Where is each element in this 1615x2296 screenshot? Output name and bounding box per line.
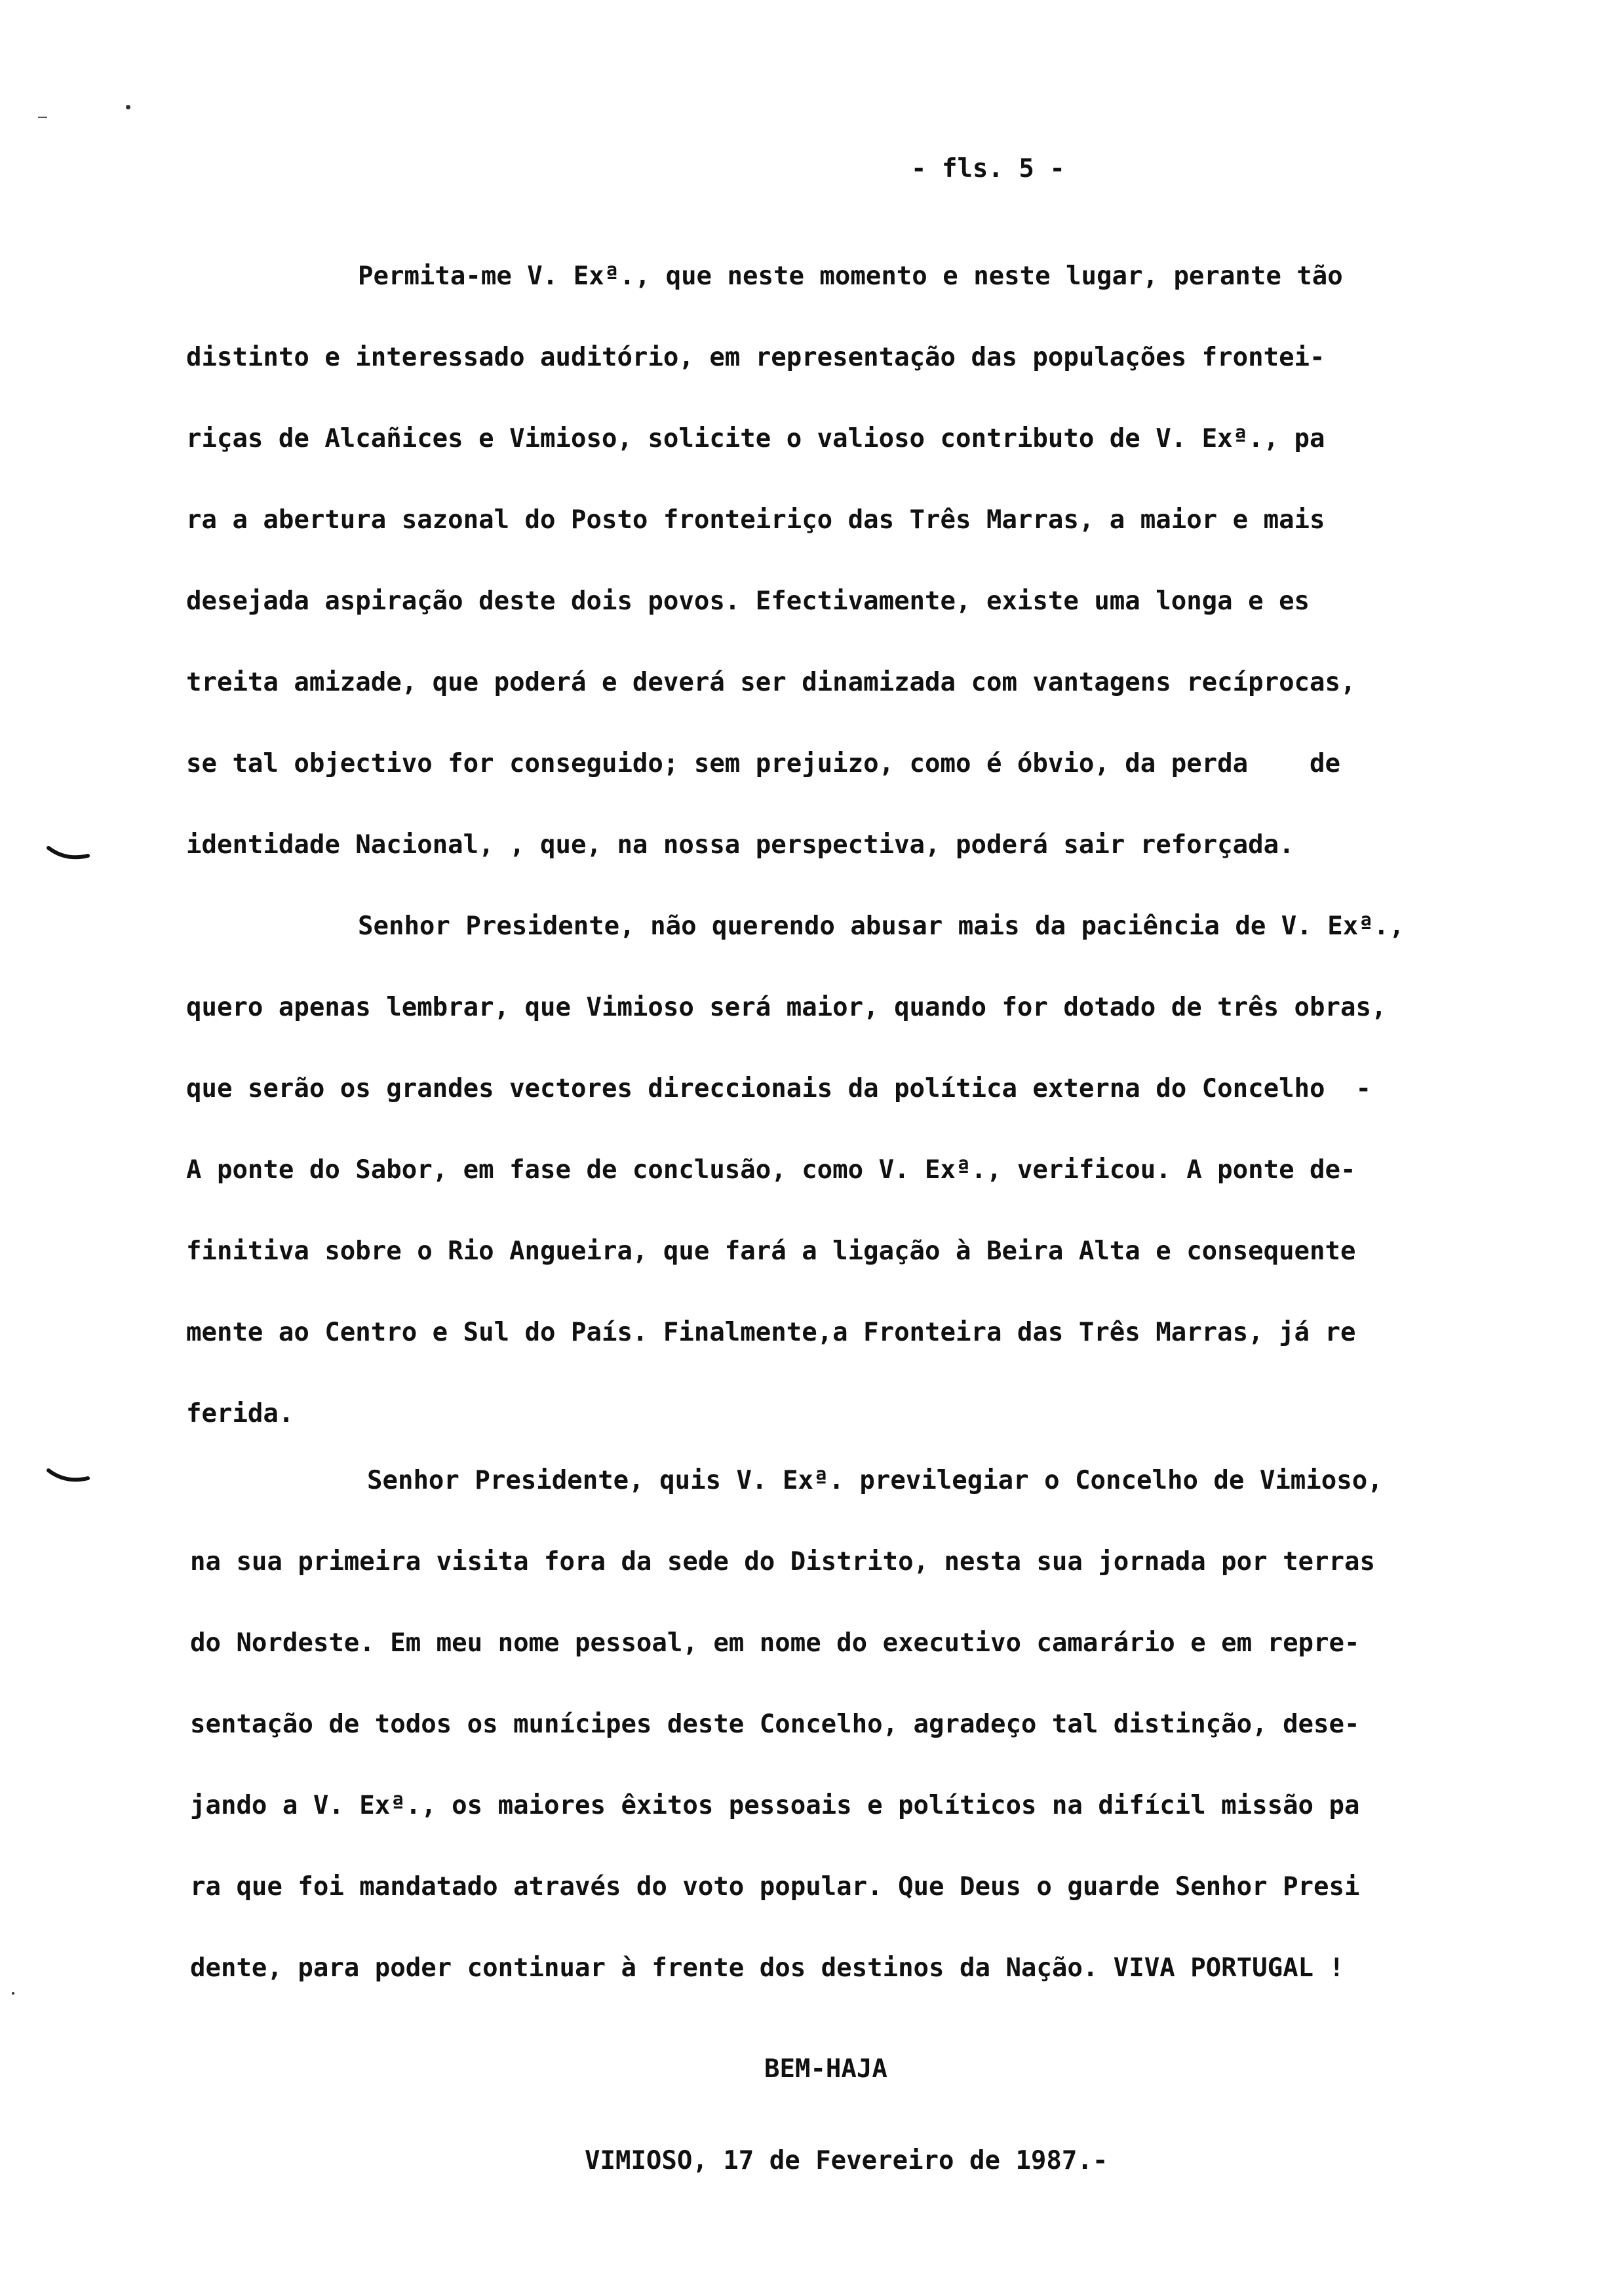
paragraph3-line-7: dente, para poder continuar à frente dos destinos da Nação. VIVA PORTUGAL ! [190, 1953, 1344, 1983]
paragraph3-line-5: jando a V. Exª., os maiores êxitos pessoais e políticos na difícil missão pa [190, 1791, 1360, 1820]
paragraph2-line-2: quero apenas lembrar, que Vimioso será maior, quando for dotado de três obras, [186, 993, 1387, 1022]
paragraph2-line-3: que serão os grandes vectores direccionais da política externa do Concelho - [186, 1074, 1371, 1103]
paragraph1-line-1: Permita-me V. Exª., que neste momento e neste lugar, perante tão [358, 261, 1343, 291]
page-number-header: - fls. 5 - [911, 154, 1065, 183]
closing-greeting: BEM-HAJA [764, 2054, 887, 2084]
paragraph1-line-2: distinto e interessado auditório, em representação das populações frontei- [186, 343, 1325, 372]
paragraph2-line-6: mente ao Centro e Sul do País. Finalmente,a Fronteira das Três Marras, já re [186, 1318, 1356, 1347]
paragraph3-line-3: do Nordeste. Em meu nome pessoal, em nome do executivo camarário e em repre- [190, 1628, 1360, 1658]
margin-bracket-mark [46, 1466, 92, 1486]
paragraph1-line-4: ra a abertura sazonal do Posto fronteiriço das Três Marras, a maior e mais [186, 505, 1325, 535]
scan-speck [12, 1992, 14, 1995]
paragraph1-line-7: se tal objectivo for conseguido; sem prejuizo, como é óbvio, da perda de [186, 749, 1340, 778]
paragraph1-line-3: riças de Alcañices e Vimioso, solicite o valioso contributo de V. Exª., pa [186, 424, 1325, 453]
paragraph3-line-2: na sua primeira visita fora da sede do Distrito, nesta sua jornada por terras [190, 1547, 1375, 1577]
margin-bracket-mark [46, 844, 92, 864]
paragraph2-line-5: finitiva sobre o Rio Angueira, que fará a ligação à Beira Alta e consequente [186, 1236, 1356, 1266]
date-line: VIMIOSO, 17 de Fevereiro de 1987.- [585, 2146, 1108, 2175]
paragraph3-line-1: Senhor Presidente, quis V. Exª. previlegiar o Concelho de Vimioso, [367, 1466, 1383, 1495]
paragraph1-line-6: treita amizade, que poderá e deverá ser dinamizada com vantagens recíprocas, [186, 668, 1356, 697]
paragraph3-line-4: sentação de todos os munícipes deste Concelho, agradeço tal distinção, dese- [190, 1710, 1360, 1739]
scan-speck-dash [38, 117, 47, 118]
paragraph3-line-6: ra que foi mandatado através do voto popular. Que Deus o guarde Senhor Presi [190, 1872, 1360, 1902]
scan-speck [126, 105, 130, 109]
paragraph1-line-8: identidade Nacional, , que, na nossa perspectiva, poderá sair reforçada. [186, 830, 1294, 860]
paragraph2-line-7: ferida. [186, 1399, 294, 1428]
paragraph1-line-5: desejada aspiração deste dois povos. Efectivamente, existe uma longa e es [186, 586, 1310, 616]
paragraph2-line-1: Senhor Presidente, não querendo abusar mais da paciência de V. Exª., [358, 911, 1405, 941]
paragraph2-line-4: A ponte do Sabor, em fase de conclusão, como V. Exª., verificou. A ponte de- [186, 1155, 1356, 1185]
